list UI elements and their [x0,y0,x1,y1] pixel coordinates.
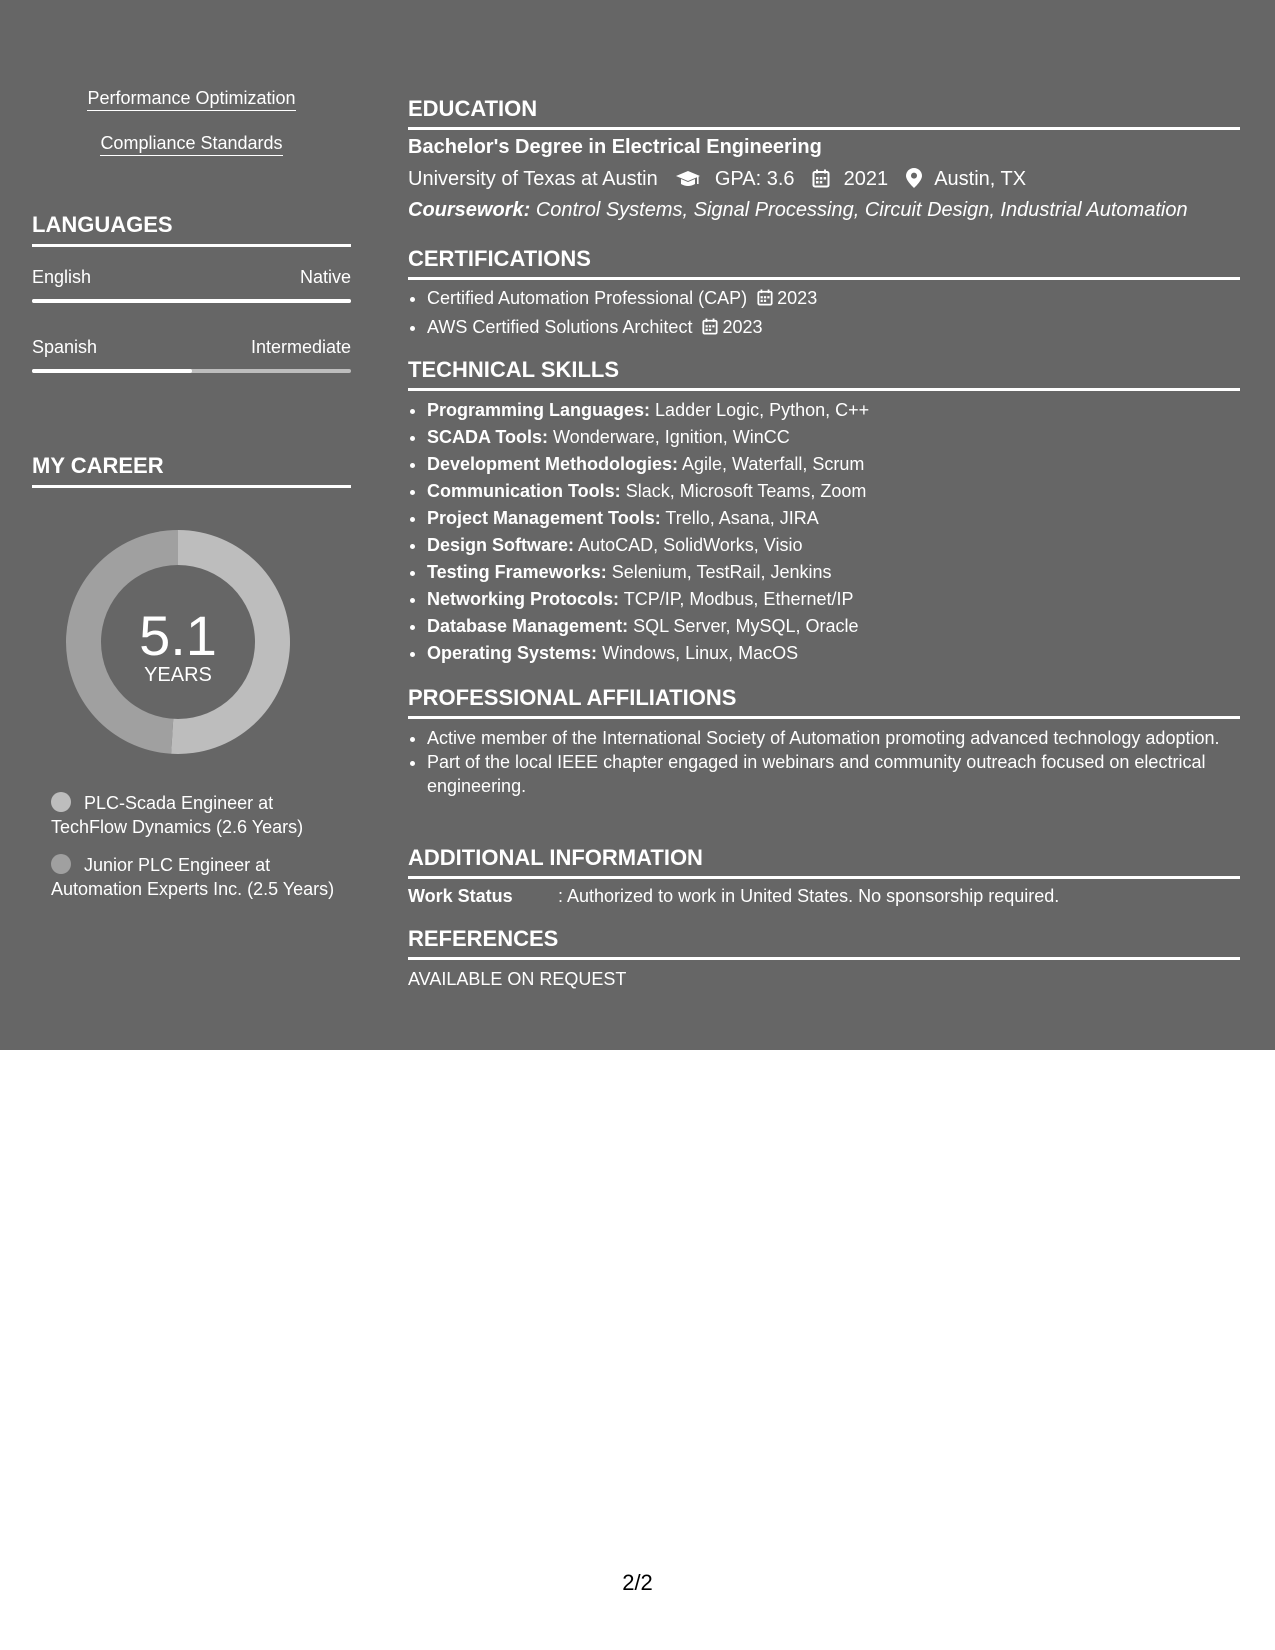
list-item [427,586,1227,613]
language-name: English [32,267,92,287]
career-total-value: 5.1 [139,604,217,667]
technical-skills-heading: TECHNICAL SKILLS [408,357,1240,391]
technical-skills-list [408,397,1227,667]
calendar-icon [812,169,830,194]
career-total-unit: YEARS [144,664,212,686]
certifications-heading: CERTIFICATIONS [408,246,1240,280]
calendar-icon [757,287,773,314]
list-item [427,532,1227,559]
list-item [427,285,1227,314]
language-level: Intermediate [250,337,351,357]
list-item [427,451,1227,478]
skill-category: Testing Frameworks: [427,562,607,582]
skill-values: Selenium, TestRail, Jenkins [611,562,832,582]
skill-category: Operating Systems: [427,643,598,663]
skill-category: Database Management: [427,616,629,636]
career-legend-text: Junior PLC Engineer at Automation Experts Inc. (2.5 Years) [51,855,335,899]
skill-category: Design Software: [427,535,575,555]
map-pin-icon [906,168,922,194]
skill-category: Project Management Tools: [427,508,661,528]
skill-category: Networking Protocols: [427,589,620,609]
list-item: • Active member of the International Society of Automation promoting advanced technology adoption. [427,726,1227,750]
additional-info-heading: ADDITIONAL INFORMATION [408,845,1240,879]
career-legend-item [51,853,341,901]
skill-values: SQL Server, MySQL, Oracle [633,616,859,636]
list-item [427,505,1227,532]
skill-category: Communication Tools: [427,481,621,501]
page-number: 2/2 [622,1570,653,1595]
education-heading: EDUCATION [408,96,1240,130]
education-gpa: GPA: 3.6 [714,168,795,190]
calendar-icon [702,316,718,343]
skill-performance-optimization: Performance Optimization [32,88,351,109]
legend-dot-icon [51,854,71,874]
language-bar-spanish [32,369,351,373]
certification-year: 2023 [777,288,818,308]
list-item [427,397,1227,424]
language-bar-english [32,299,351,303]
list-item [427,424,1227,451]
graduation-cap-icon [675,170,701,194]
affiliations-list [408,726,1227,798]
skill-values: AutoCAD, SolidWorks, Visio [578,535,803,555]
career-heading: MY CAREER [32,453,351,488]
list-item [427,640,1227,667]
skill-values: Slack, Microsoft Teams, Zoom [625,481,867,501]
skill-values: Agile, Waterfall, Scrum [682,454,865,474]
certification-name: AWS Certified Solutions Architect [427,317,693,337]
certification-year: 2023 [722,317,763,337]
skill-values: Wonderware, Ignition, WinCC [553,427,790,447]
skill-values: Windows, Linux, MacOS [602,643,799,663]
references-heading: REFERENCES [408,926,1240,960]
education-year: 2021 [843,168,889,190]
skill-values: Ladder Logic, Python, C++ [655,400,870,420]
education-location: Austin, TX [934,168,1027,190]
legend-dot-icon [51,792,71,812]
list-item [427,314,1227,343]
skill-compliance-standards: Compliance Standards [32,133,351,154]
skill-values: TCP/IP, Modbus, Ethernet/IP [623,589,854,609]
language-level: Native [299,267,351,287]
skill-category: SCADA Tools: [427,427,548,447]
career-total [66,530,290,754]
languages-heading: LANGUAGES [32,212,351,247]
education-degree: Bachelor's Degree in Electrical Engineering [408,136,822,158]
list-item: • Part of the local IEEE chapter engaged in webinars and community outreach focused on electrical engineering. [427,750,1227,798]
skill-category: Development Methodologies: [427,454,679,474]
list-item [427,559,1227,586]
work-status-label: Work Status [408,886,513,906]
list-item [427,613,1227,640]
references-text: AVAILABLE ON REQUEST [408,969,627,989]
career-legend-item [51,791,341,839]
education-meta [408,168,1026,194]
work-status-row [408,886,1059,907]
language-name: Spanish [32,337,98,357]
certification-name: Certified Automation Professional (CAP) [427,288,748,308]
work-status-value: : Authorized to work in United States. No sponsorship required. [558,886,1060,906]
affiliations-heading: PROFESSIONAL AFFILIATIONS [408,685,1240,719]
education-school: University of Texas at Austin [408,168,658,190]
list-item [427,478,1227,505]
certifications-list [408,285,1227,343]
skill-values: Trello, Asana, JIRA [665,508,819,528]
skill-category: Programming Languages: [427,400,651,420]
coursework-list: Control Systems, Signal Processing, Circuit Design, Industrial Automation [535,199,1188,221]
career-legend-text: PLC-Scada Engineer at TechFlow Dynamics (2.6 Years) [51,793,304,837]
language-bar-fill [32,369,192,373]
language-row-english [32,267,351,291]
language-row-spanish [32,337,351,361]
coursework-label: Coursework: [408,199,531,221]
education-coursework [408,199,1188,222]
language-bar-fill [32,299,351,303]
